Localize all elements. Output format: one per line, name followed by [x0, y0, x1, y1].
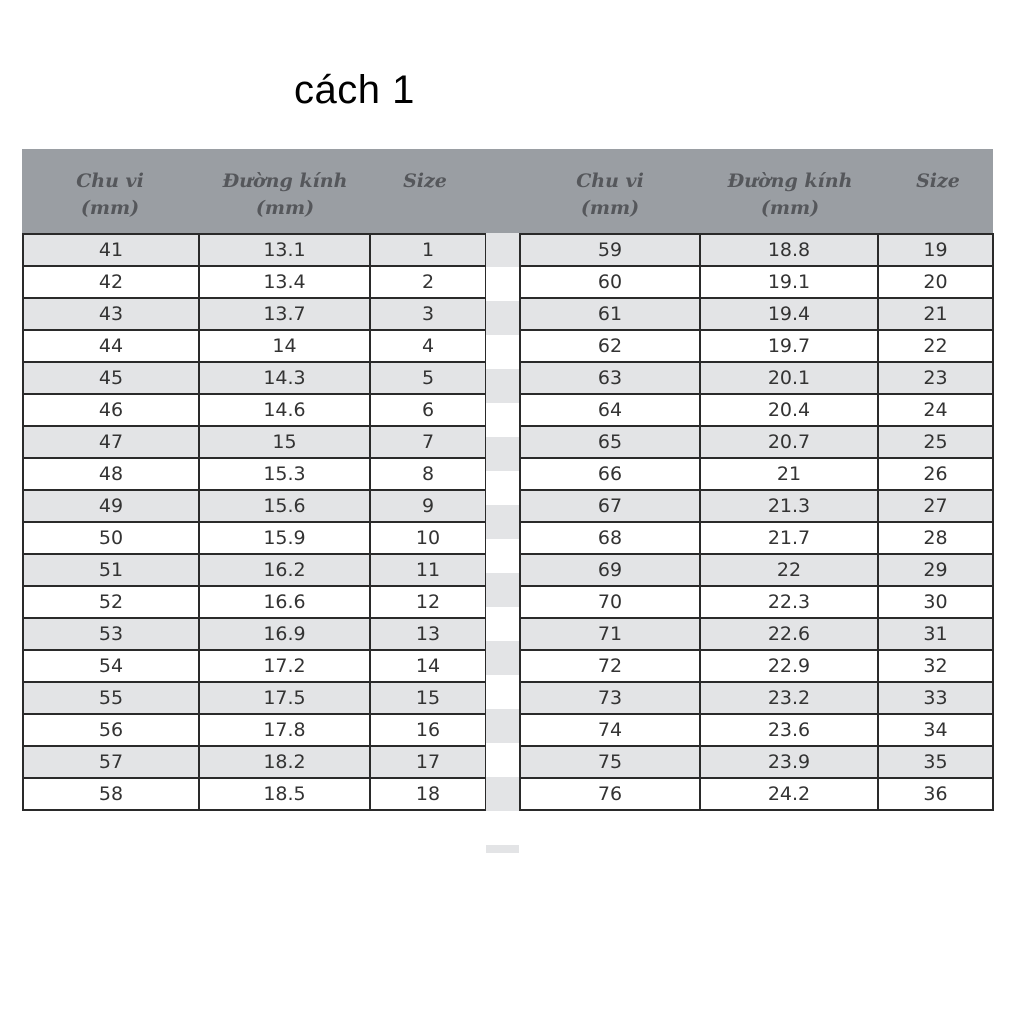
cell-size: 36 — [878, 778, 993, 810]
header-diameter-right: Đường kính (mm) — [727, 170, 853, 219]
cell-diameter: 15.3 — [199, 458, 370, 490]
cell-diameter: 19.4 — [700, 298, 878, 330]
cell-circumference: 56 — [23, 714, 199, 746]
cell-circumference: 76 — [520, 778, 700, 810]
cell-diameter: 13.7 — [199, 298, 370, 330]
cell-size: 30 — [878, 586, 993, 618]
table-row — [520, 394, 993, 426]
cell-diameter: 15.6 — [199, 490, 370, 522]
cell-circumference: 49 — [23, 490, 199, 522]
cell-size: 23 — [878, 362, 993, 394]
cell-diameter: 20.7 — [700, 426, 878, 458]
cell-circumference: 55 — [23, 682, 199, 714]
cell-diameter: 23.2 — [700, 682, 878, 714]
cell-circumference: 51 — [23, 554, 199, 586]
cell-size: 6 — [370, 394, 486, 426]
cell-size: 29 — [878, 554, 993, 586]
table-row — [23, 490, 486, 522]
page-title: cách 1 — [294, 68, 415, 112]
cell-circumference: 43 — [23, 298, 199, 330]
table-row — [23, 714, 486, 746]
cell-size: 5 — [370, 362, 486, 394]
cell-diameter: 13.4 — [199, 266, 370, 298]
cell-diameter: 17.2 — [199, 650, 370, 682]
cell-circumference: 52 — [23, 586, 199, 618]
cell-circumference: 41 — [23, 234, 199, 266]
cell-size: 28 — [878, 522, 993, 554]
cell-circumference: 60 — [520, 266, 700, 298]
table-row — [23, 298, 486, 330]
table-gap-stripes — [486, 233, 519, 853]
cell-circumference: 48 — [23, 458, 199, 490]
table-row — [520, 682, 993, 714]
cell-size: 11 — [370, 554, 486, 586]
cell-diameter: 13.1 — [199, 234, 370, 266]
size-table-left — [22, 233, 487, 811]
cell-circumference: 75 — [520, 746, 700, 778]
cell-size: 2 — [370, 266, 486, 298]
cell-size: 34 — [878, 714, 993, 746]
cell-diameter: 16.2 — [199, 554, 370, 586]
table-row — [23, 266, 486, 298]
cell-size: 25 — [878, 426, 993, 458]
header-size-left: Size — [403, 170, 447, 192]
table-row — [23, 554, 486, 586]
cell-size: 9 — [370, 490, 486, 522]
header-circumference-right: Chu vi (mm) — [576, 170, 644, 219]
table-row — [520, 746, 993, 778]
cell-circumference: 67 — [520, 490, 700, 522]
header-diameter-left: Đường kính (mm) — [222, 170, 348, 219]
cell-circumference: 54 — [23, 650, 199, 682]
size-table-right — [519, 233, 994, 811]
cell-circumference: 73 — [520, 682, 700, 714]
table-row — [23, 586, 486, 618]
table-row — [520, 426, 993, 458]
cell-size: 35 — [878, 746, 993, 778]
header-size-right: Size — [916, 170, 960, 192]
cell-size: 19 — [878, 234, 993, 266]
cell-circumference: 68 — [520, 522, 700, 554]
cell-circumference: 70 — [520, 586, 700, 618]
cell-diameter: 17.5 — [199, 682, 370, 714]
table-row — [23, 650, 486, 682]
cell-size: 22 — [878, 330, 993, 362]
table-row — [520, 554, 993, 586]
table-row — [23, 522, 486, 554]
cell-diameter: 18.8 — [700, 234, 878, 266]
table-row — [520, 266, 993, 298]
cell-size: 15 — [370, 682, 486, 714]
table-row — [520, 490, 993, 522]
cell-circumference: 59 — [520, 234, 700, 266]
table-row — [520, 586, 993, 618]
table-row — [520, 618, 993, 650]
cell-diameter: 22 — [700, 554, 878, 586]
table-row — [520, 650, 993, 682]
cell-circumference: 46 — [23, 394, 199, 426]
table-row — [520, 330, 993, 362]
cell-circumference: 57 — [23, 746, 199, 778]
cell-size: 16 — [370, 714, 486, 746]
table-row — [23, 618, 486, 650]
cell-diameter: 18.2 — [199, 746, 370, 778]
cell-circumference: 63 — [520, 362, 700, 394]
cell-diameter: 18.5 — [199, 778, 370, 810]
header-circumference-left: Chu vi (mm) — [76, 170, 144, 219]
table-row — [520, 778, 993, 810]
table-row — [23, 426, 486, 458]
cell-diameter: 16.6 — [199, 586, 370, 618]
cell-circumference: 74 — [520, 714, 700, 746]
cell-diameter: 16.9 — [199, 618, 370, 650]
cell-circumference: 50 — [23, 522, 199, 554]
cell-size: 18 — [370, 778, 486, 810]
table-row — [520, 362, 993, 394]
cell-size: 7 — [370, 426, 486, 458]
cell-size: 1 — [370, 234, 486, 266]
cell-size: 24 — [878, 394, 993, 426]
cell-size: 8 — [370, 458, 486, 490]
cell-size: 26 — [878, 458, 993, 490]
cell-diameter: 15 — [199, 426, 370, 458]
table-row — [23, 330, 486, 362]
cell-size: 27 — [878, 490, 993, 522]
cell-size: 21 — [878, 298, 993, 330]
cell-size: 20 — [878, 266, 993, 298]
cell-diameter: 22.3 — [700, 586, 878, 618]
cell-diameter: 19.7 — [700, 330, 878, 362]
table-row — [520, 298, 993, 330]
cell-diameter: 14 — [199, 330, 370, 362]
cell-size: 32 — [878, 650, 993, 682]
cell-diameter: 21.3 — [700, 490, 878, 522]
cell-diameter: 20.4 — [700, 394, 878, 426]
cell-diameter: 21.7 — [700, 522, 878, 554]
cell-circumference: 64 — [520, 394, 700, 426]
table-row — [520, 522, 993, 554]
cell-circumference: 72 — [520, 650, 700, 682]
table-row — [520, 714, 993, 746]
cell-size: 13 — [370, 618, 486, 650]
cell-circumference: 61 — [520, 298, 700, 330]
cell-circumference: 62 — [520, 330, 700, 362]
cell-size: 33 — [878, 682, 993, 714]
table-row — [23, 234, 486, 266]
cell-circumference: 69 — [520, 554, 700, 586]
cell-diameter: 23.9 — [700, 746, 878, 778]
cell-diameter: 24.2 — [700, 778, 878, 810]
cell-circumference: 66 — [520, 458, 700, 490]
table-row — [23, 746, 486, 778]
cell-diameter: 22.6 — [700, 618, 878, 650]
cell-circumference: 65 — [520, 426, 700, 458]
cell-circumference: 58 — [23, 778, 199, 810]
cell-diameter: 14.3 — [199, 362, 370, 394]
cell-size: 10 — [370, 522, 486, 554]
cell-diameter: 20.1 — [700, 362, 878, 394]
cell-circumference: 47 — [23, 426, 199, 458]
cell-diameter: 15.9 — [199, 522, 370, 554]
cell-circumference: 71 — [520, 618, 700, 650]
table-row — [23, 682, 486, 714]
cell-size: 3 — [370, 298, 486, 330]
cell-diameter: 23.6 — [700, 714, 878, 746]
cell-circumference: 44 — [23, 330, 199, 362]
cell-size: 4 — [370, 330, 486, 362]
cell-circumference: 45 — [23, 362, 199, 394]
table-row — [520, 234, 993, 266]
cell-circumference: 53 — [23, 618, 199, 650]
table-row — [23, 778, 486, 810]
table-row — [23, 394, 486, 426]
cell-diameter: 22.9 — [700, 650, 878, 682]
cell-diameter: 17.8 — [199, 714, 370, 746]
table-row — [23, 458, 486, 490]
cell-size: 17 — [370, 746, 486, 778]
cell-diameter: 19.1 — [700, 266, 878, 298]
cell-size: 14 — [370, 650, 486, 682]
cell-diameter: 21 — [700, 458, 878, 490]
cell-size: 12 — [370, 586, 486, 618]
cell-diameter: 14.6 — [199, 394, 370, 426]
table-row — [520, 458, 993, 490]
cell-size: 31 — [878, 618, 993, 650]
cell-circumference: 42 — [23, 266, 199, 298]
table-row — [23, 362, 486, 394]
